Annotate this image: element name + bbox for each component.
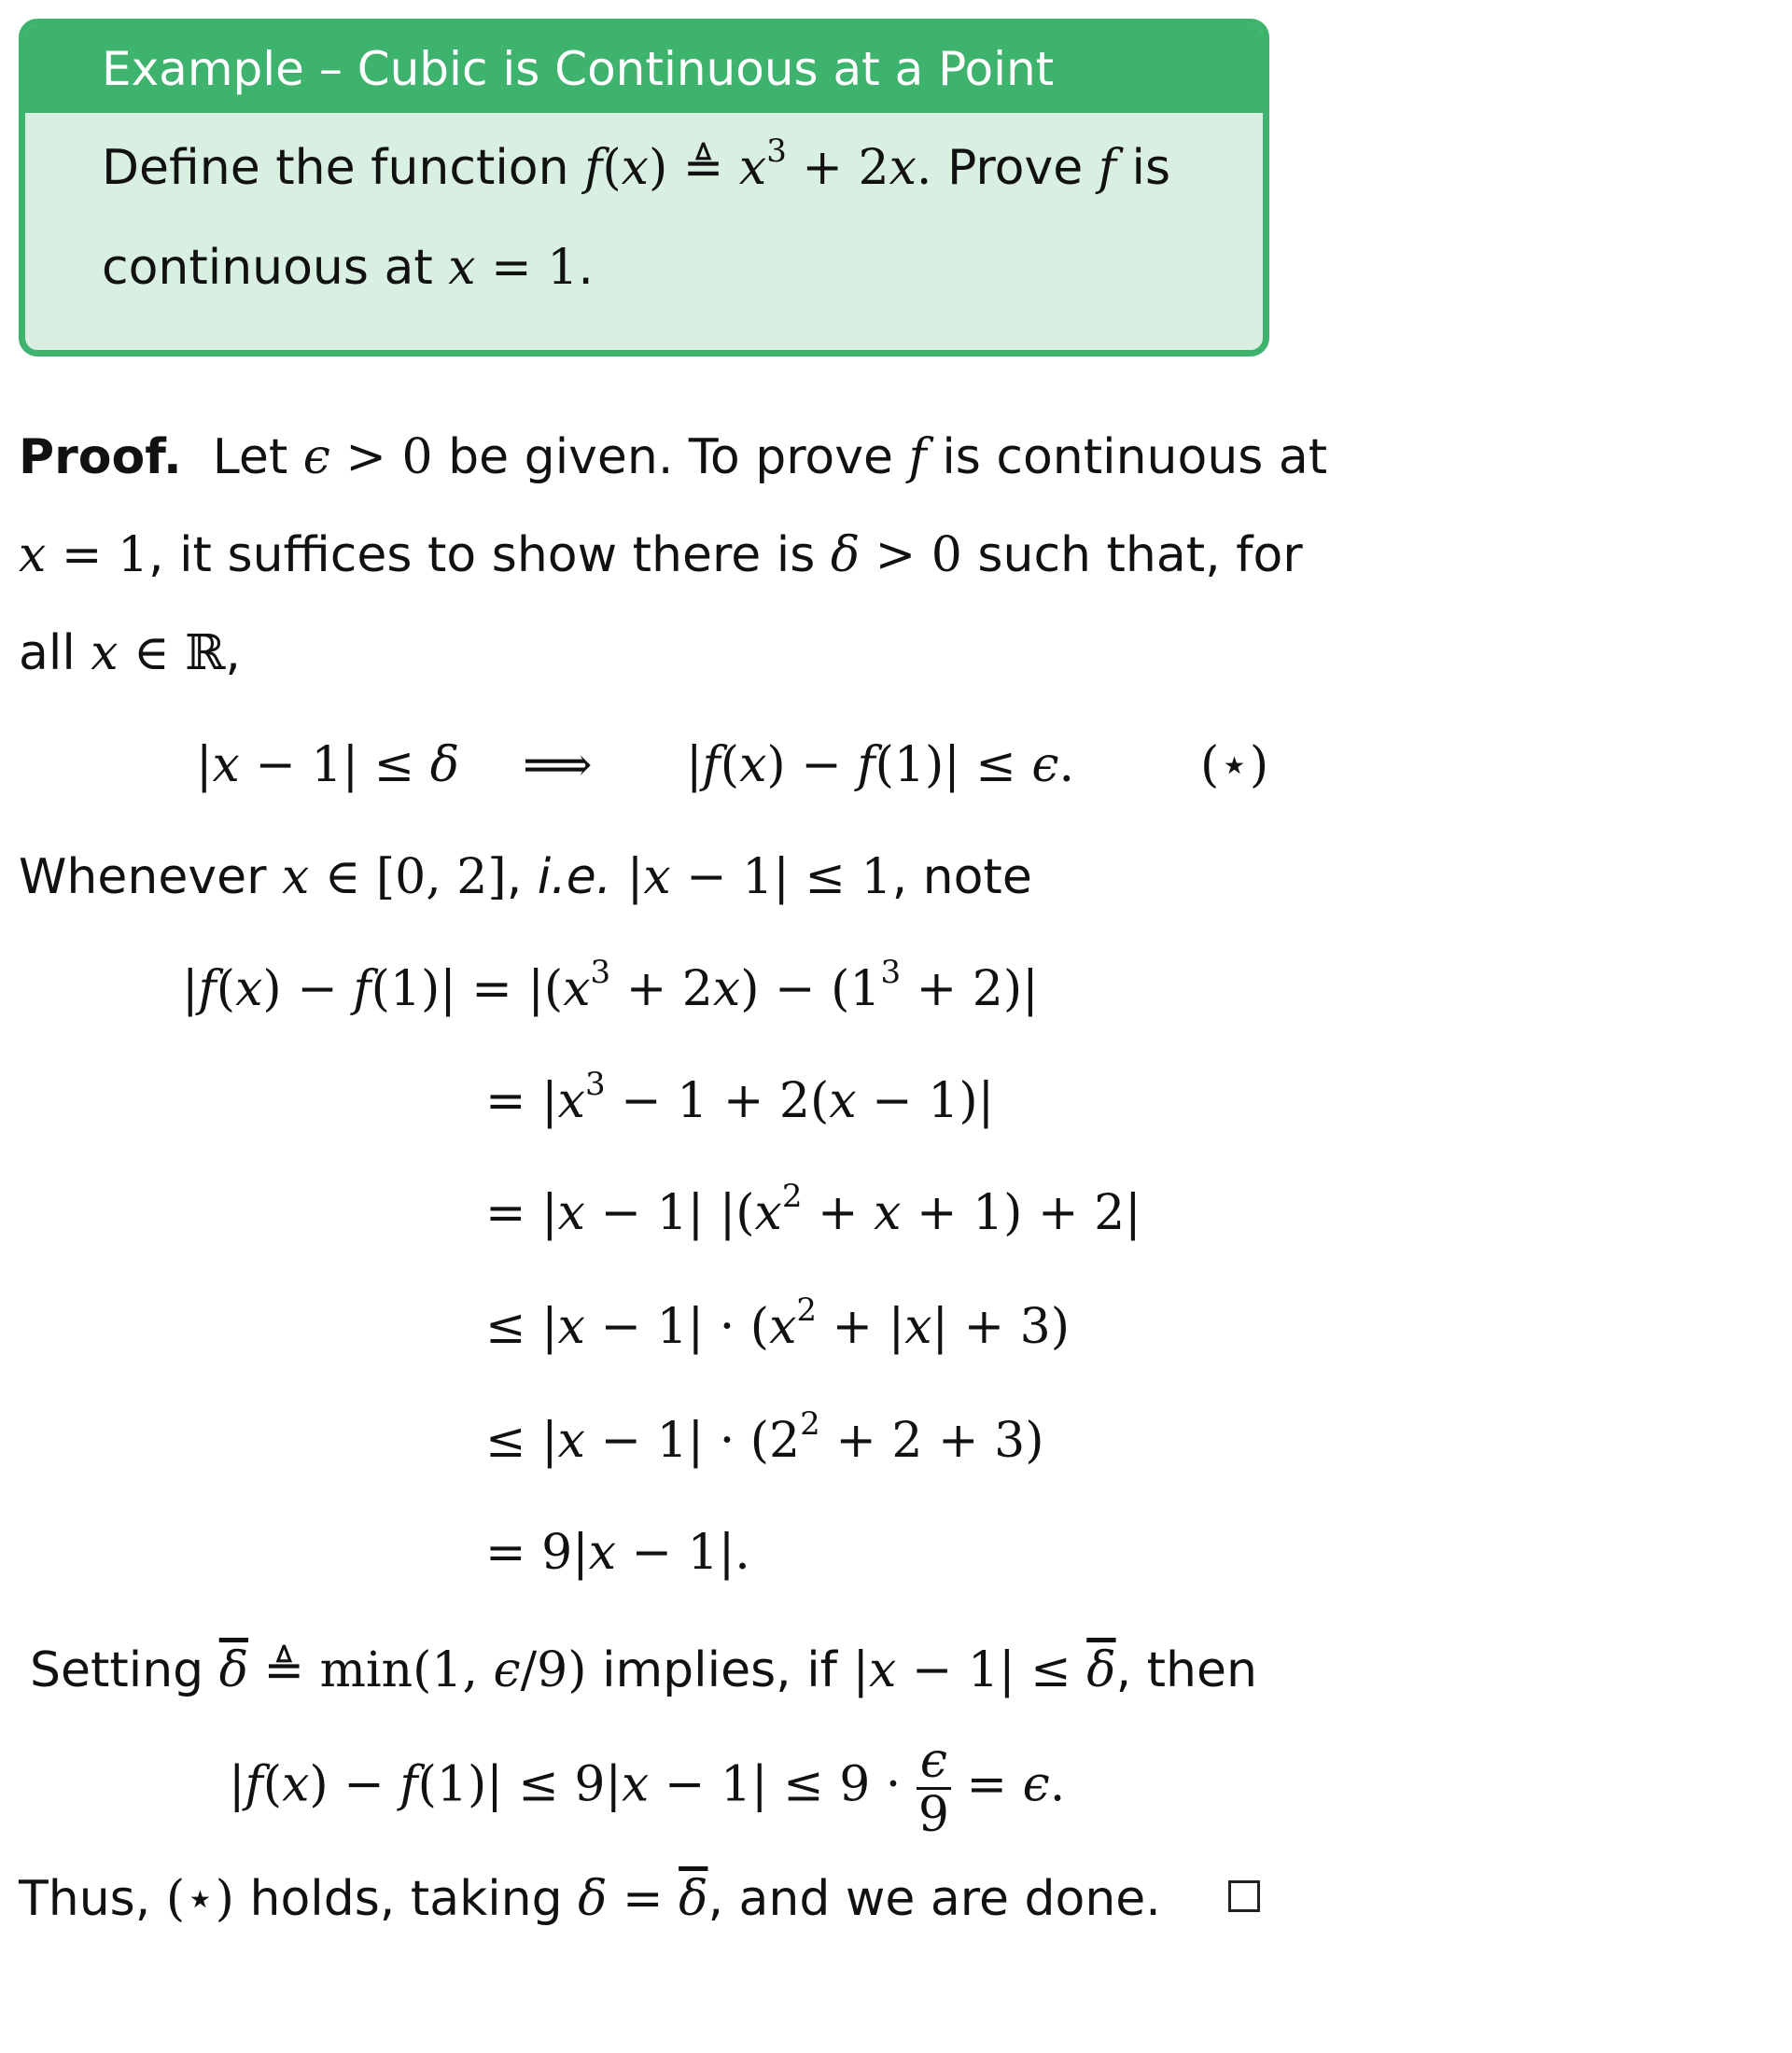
proof-line-1: Proof. Let ϵ > 0 be given. To prove f is continuous at [19, 429, 1328, 485]
example-box [19, 19, 1269, 356]
proof-line-2: x = 1, it suffices to show there is δ > 0 such that, for [19, 527, 1303, 583]
proof-line-3: all x ∈ ℝ, [19, 625, 241, 681]
conclusion-line: Thus, (⋆) holds, taking $\delta = \overline{\delta}$, and we are done. [19, 1871, 1161, 1927]
implication-right: |f(x) − f(1)| ≤ ϵ. [686, 737, 1075, 793]
chain-step-4: ≤ $|x - 1| \cdot (x^2 + |x| + 3)$ [485, 1292, 1071, 1355]
final-inequality: |f(x) − f(1)| ≤ 9|x − 1| ≤ 9 · $\frac{\epsilon}{9}$ = ϵ. [229, 1733, 1066, 1843]
example-statement-line2: continuous at x = 1. [102, 240, 594, 296]
implication-left: |x − 1| ≤ δ [196, 737, 460, 793]
example-statement-line1: Define the function f(x) ≜ $x^3 + 2x$. Prove f is [102, 133, 1171, 196]
implication-tag: (⋆) [1200, 737, 1269, 793]
example-title: Example – Cubic is Continuous at a Point [25, 25, 1263, 113]
example-statement [25, 113, 1263, 318]
implication-arrow: ⟹ [523, 737, 593, 793]
qed-square-icon [1228, 1880, 1260, 1912]
chain-step-6: = 9|x − 1|. [485, 1525, 750, 1581]
chain-step-1: $|f(x) - f(1)| = |(x^3 + 2x) - (1^3 + 2)|$ [182, 954, 1039, 1017]
whenever-line: Whenever x ∈ [0, 2], i.e. |x − 1| ≤ 1, note [19, 849, 1032, 905]
epsilon-over-nine: $\frac{\epsilon}{9}$ [917, 1736, 951, 1840]
chain-step-5: ≤ $|x - 1| \cdot (2^2 + 2 + 3)$ [485, 1405, 1044, 1469]
chain-step-3: = |x − 1| $|(x^2 + x + 1) + 2|$ [485, 1178, 1141, 1241]
chain-step-2: = $|x^3 - 1 + 2(x - 1)|$ [485, 1066, 995, 1129]
setting-line: Setting $\overline{\delta}$ ≜ min(1, ϵ/9) implies, if $|x - 1| \le \overline{\delta}$, then [30, 1642, 1257, 1698]
proof-label: Proof. [19, 429, 182, 485]
